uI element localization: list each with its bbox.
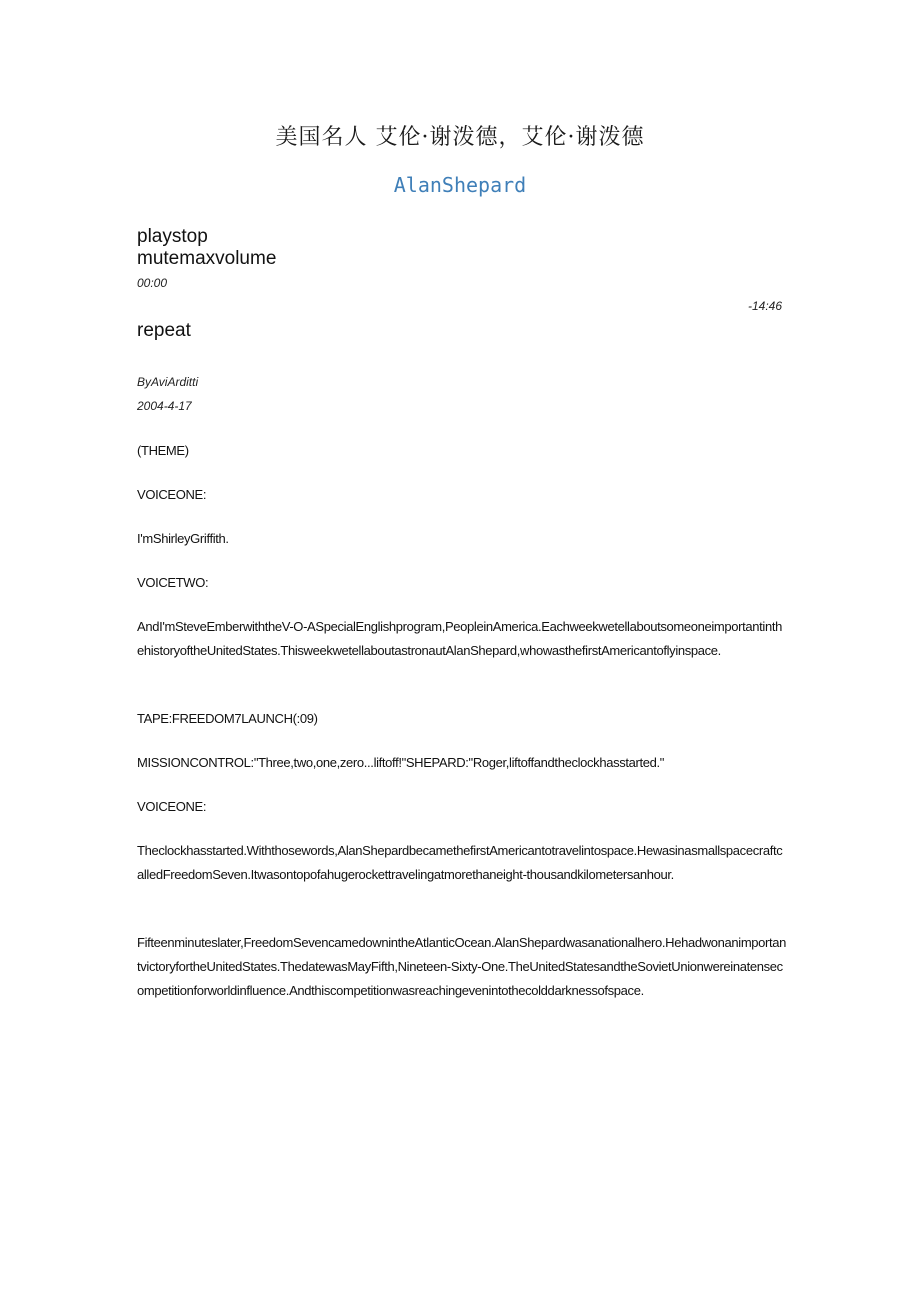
current-time: 00:00 — [137, 276, 168, 290]
transcript-paragraph-splashdown: Fifteenminuteslater,FreedomSevencamedownintheAtlanticOcean.AlanShepardwasanationalhero.HehadwonanimportantvictoryfortheUnitedStates.ThedatewasMayFifth,Nineteen-Sixty-One.TheUnitedStatesandtheSovietUnionwereinatensecompetitionforworldinfluence.Andthiscompetitionwasreachingevenintothecolddarknessofspace. — [137, 935, 787, 998]
transcript-intro-line: I'mShirleyGriffith. — [137, 531, 229, 546]
transcript-theme: (THEME) — [137, 443, 189, 458]
transcript-speaker-voice-one-2: VOICEONE: — [137, 799, 207, 814]
transcript-paragraph-intro: AndI'mSteveEmberwiththeV-O-ASpecialEnglishprogram,PeopleinAmerica.EachweekwetellaboutsomeoneimportantinthehistoryoftheUnitedStates.ThisweekwetellaboutastronautAlanShepard,whowasthefirstAmericantoflyinspace. — [137, 619, 782, 658]
transcript-paragraph-launch: Theclockhasstarted.Withthosewords,AlanShepardbecamethefirstAmericantotravelintospace.HewasinasmallspacecraftcalledFreedomSeven.Itwasontopofahugerockettravelingatmorethaneight-thousandkilometersanhour. — [137, 843, 783, 882]
play-stop-control[interactable]: playstop — [137, 226, 208, 247]
transcript-speaker-voice-one: VOICEONE: — [137, 487, 207, 502]
repeat-control[interactable]: repeat — [137, 320, 191, 341]
page-title-chinese: 美国名人 艾伦·谢泼德，艾伦·谢泼德 — [275, 125, 645, 150]
publish-date: 2004-4-17 — [137, 399, 192, 413]
mute-max-volume-control[interactable]: mutemaxvolume — [137, 248, 277, 269]
page-title-english: AlanShepard — [393, 173, 527, 197]
transcript-mission-control: MISSIONCONTROL:"Three,two,one,zero...liftoff!"SHEPARD:"Roger,liftoffandtheclockhasstarted." — [137, 755, 665, 770]
remaining-time: -14:46 — [748, 299, 783, 313]
transcript-speaker-voice-two: VOICETWO: — [137, 575, 209, 590]
author-byline: ByAviArditti — [137, 375, 199, 389]
transcript-tape-cue: TAPE:FREEDOM7LAUNCH(:09) — [137, 711, 318, 726]
